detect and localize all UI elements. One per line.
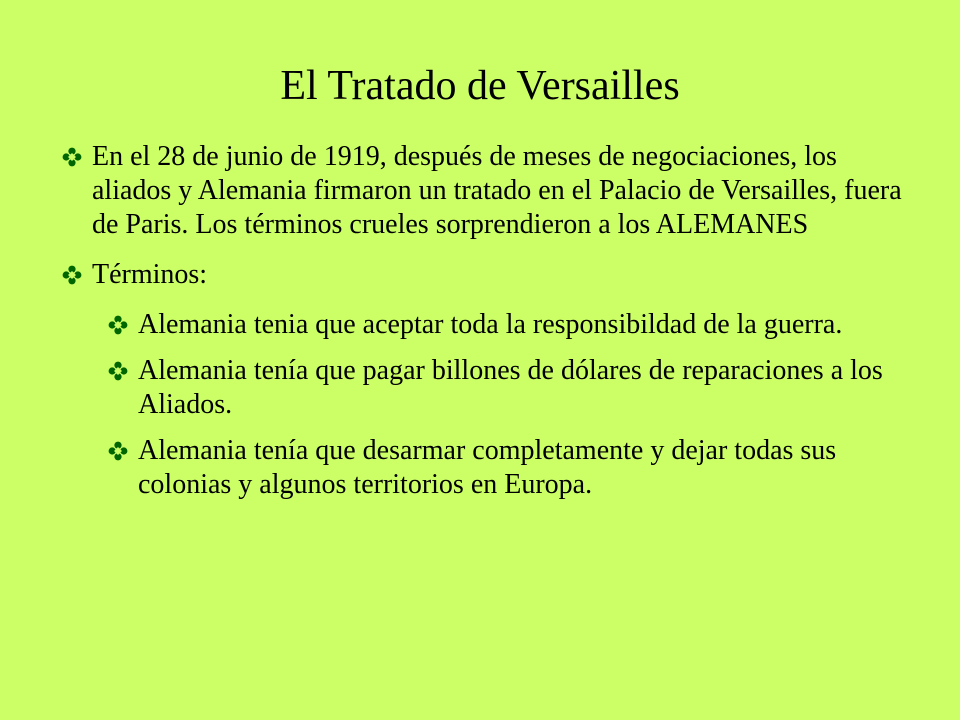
diamond-clover-bullet-icon bbox=[108, 441, 128, 461]
sub-list-item bbox=[108, 434, 922, 502]
sub-list-item bbox=[108, 354, 922, 422]
diamond-clover-bullet-icon bbox=[108, 361, 128, 381]
bullet-text: En el 28 de junio de 1919, después de meses de negociaciones, los aliados y Alemania firmaron un tratado en el Palacio de Versailles, fuera de Paris. Los términos crueles sorprendieron a los ALEMANES bbox=[92, 141, 902, 240]
sub-list-item bbox=[108, 308, 922, 342]
diamond-clover-bullet-icon bbox=[62, 147, 82, 167]
bullet-list bbox=[62, 140, 922, 514]
sub-bullet-text: Alemania tenía que pagar billones de dólares de reparaciones a los Aliados. bbox=[138, 355, 883, 420]
list-item bbox=[62, 140, 922, 242]
diamond-clover-bullet-icon bbox=[108, 315, 128, 335]
sub-bullet-text: Alemania tenia que aceptar toda la responsibildad de la guerra. bbox=[138, 309, 843, 340]
slide-title: El Tratado de Versailles bbox=[280, 63, 680, 109]
list-item bbox=[62, 258, 922, 292]
diamond-clover-bullet-icon bbox=[62, 265, 82, 285]
sub-bullet-text: Alemania tenía que desarmar completamente y dejar todas sus colonias y algunos territorios en Europa. bbox=[138, 435, 837, 500]
bullet-text: Términos: bbox=[92, 259, 208, 290]
